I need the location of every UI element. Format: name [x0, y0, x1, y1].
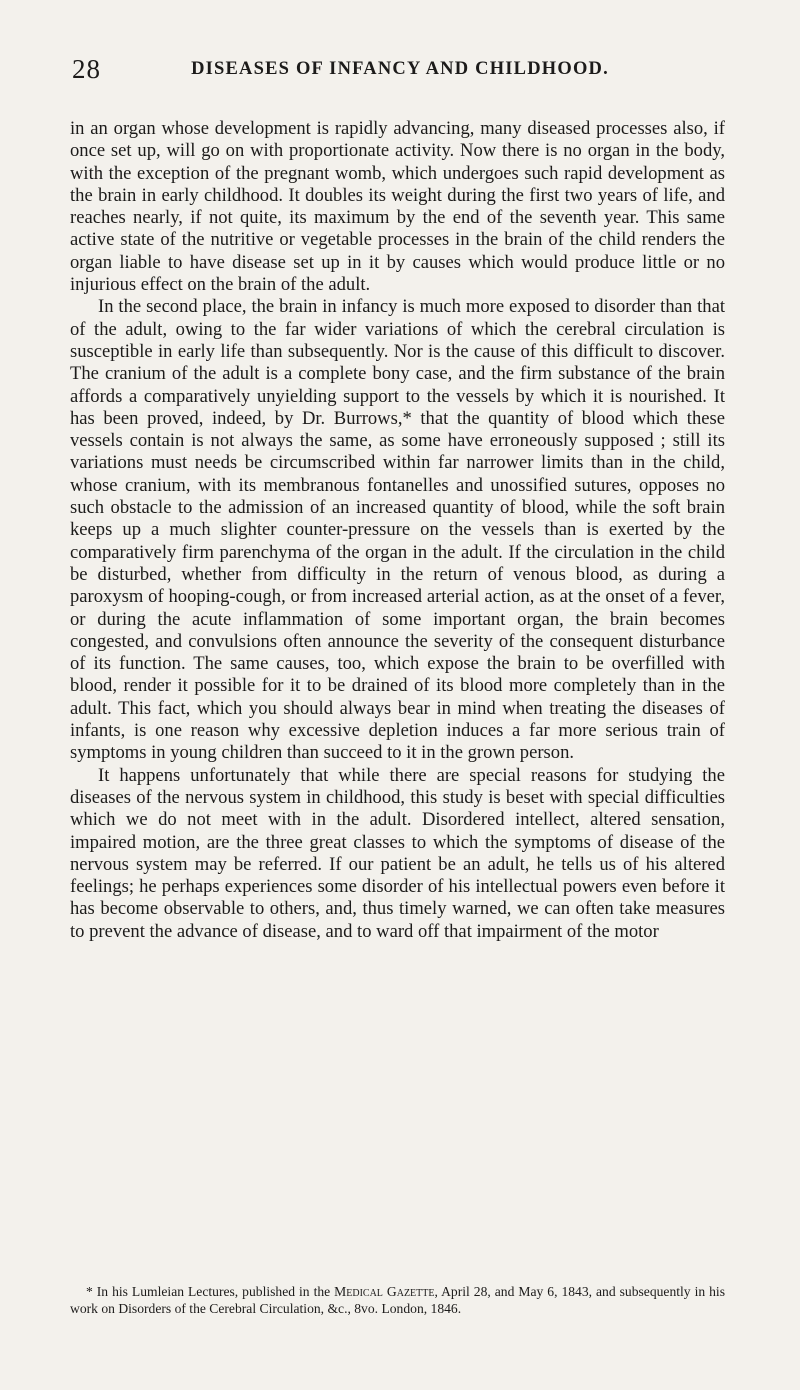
footnote-text-before: * In his Lumleian Lectures, published in the	[86, 1284, 335, 1299]
paragraph-continued: in an organ whose development is rapidly advancing, many diseased processes also, if once set up, will go on with proportionate activity. Now there is no organ in the body, with the exception of the pregnant womb, which undergoes such rapid development as the brain in early childhood. It doubles its weight during the first two years of life, and reaches nearly, if not quite, its maximum by the end of the seventh year. This same active state of the nutritive or vegetable processes in the brain of the child renders the organ liable to have disease set up in it by causes which would produce little or no injurious effect on the brain of the adult.	[70, 118, 725, 296]
body-text	[70, 118, 725, 943]
footnote-journal-title: Medical Gazette	[334, 1284, 435, 1299]
footnote	[70, 1284, 725, 1318]
page-header	[72, 54, 728, 84]
paragraph: It happens unfortunately that while there are special reasons for studying the diseases of the nervous system in childhood, this study is beset with special difficulties which we do not meet with in the adult. Disordered intellect, altered sensation, impaired motion, are the three great classes to which the symptoms of disease of the nervous system may be referred. If our patient be an adult, he tells us of his altered feelings; he perhaps experiences some disorder of his intellectual powers even before it has become observable to others, and, thus timely warned, we can often take measures to prevent the advance of disease, and to ward off that impairment of the motor	[70, 764, 725, 942]
paragraph: In the second place, the brain in infancy is much more exposed to disorder than that of the adult, owing to the far wider variations of which the cerebral circulation is susceptible in early life than subsequently. Nor is the cause of this difficult to discover. The cranium of the adult is a complete bony case, and the firm substance of the brain affords a comparatively unyielding support to the vessels by which it is nourished. It has been proved, indeed, by Dr. Burrows,* that the quantity of blood which these vessels contain is not always the same, as some have erroneously supposed ; still its variations must needs be circumscribed within far narrower limits than in the child, whose cranium, with its membranous fontanelles and unossified sutures, opposes no such obstacle to the admission of an increased quantity of blood, while the soft brain keeps up a much slighter counter-pressure on the vessels than is exerted by the comparatively firm parenchyma of the organ in the adult. If the circulation in the child be disturbed, whether from difficulty in the return of venous blood, as during a paroxysm of hooping-cough, or from increased arterial action, as at the onset of a fever, or during the acute inflammation of some important organ, the brain becomes congested, and convulsions often announce the severity of the consequent disturbance of its function. The same causes, too, which expose the brain to be overfilled with blood, render it possible for it to be drained of its blood more completely than in the adult. This fact, which you should always bear in mind when treating the diseases of infants, is one reason why excessive depletion induces a far more serious train of symptoms in young children than succeed to it in the grown person.	[70, 296, 725, 764]
running-title: DISEASES OF INFANCY AND CHILDHOOD.	[191, 59, 609, 79]
page-number: 28	[72, 54, 101, 84]
footnote-text-after: , April 28, and May 6, 1843, and subsequently in his work on Disorders of the Cerebral Circulation, &c., 8vo. London, 1846.	[70, 1284, 725, 1316]
